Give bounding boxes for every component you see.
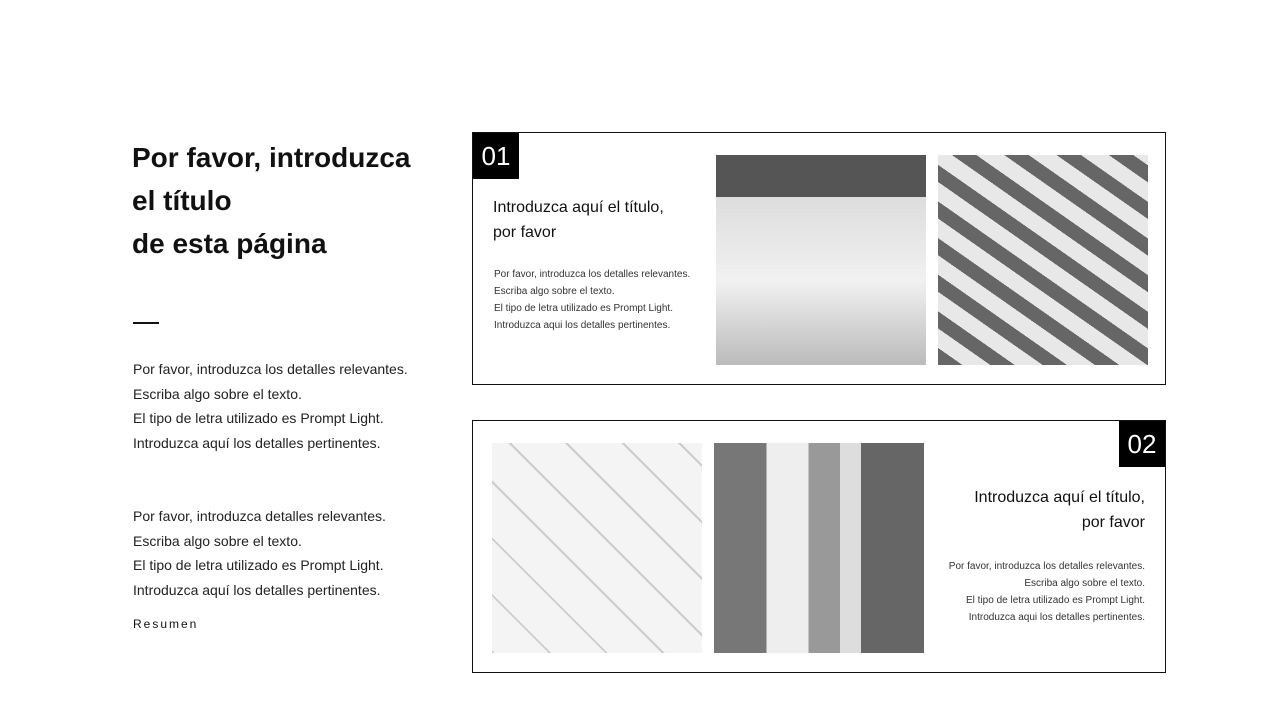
card-title: Introduzca aquí el título, por favor [493,199,664,241]
building-curve-image [716,155,926,365]
card-body: Por favor, introduzca los detalles relevantes. Escriba algo sobre el texto. El tipo de letra utilizado es Prompt Light. Introduzca aqui los detalles pertinentes. [494,269,691,331]
card-number: 02 [1119,421,1165,467]
card-body: Por favor, introduzca los detalles relevantes. Escriba algo sobre el texto. El tipo de letra utilizado es Prompt Light. Introduzca aqui los detalles pertinentes. [948,561,1145,623]
summary-label: Resumen [133,617,199,631]
second-paragraph: Por favor, introduzca detalles relevantes. Escriba algo sobre el texto. El tipo de letra utilizado es Prompt Light. Introduzca aquí los detalles pertinentes. [133,508,386,598]
glass-roof-image [492,443,702,653]
divider [133,322,159,324]
shadow-pattern-image [938,155,1148,365]
card-title: Introduzca aquí el título, por favor [974,489,1145,531]
card-number: 01 [473,133,519,179]
skyscrapers-image [714,443,924,653]
intro-paragraph: Por favor, introduzca los detalles relevantes. Escriba algo sobre el texto. El tipo de letra utilizado es Prompt Light. Introduzca aquí los detalles pertinentes. [133,361,408,451]
page-title: Por favor, introduzca el título de esta página [132,142,411,259]
